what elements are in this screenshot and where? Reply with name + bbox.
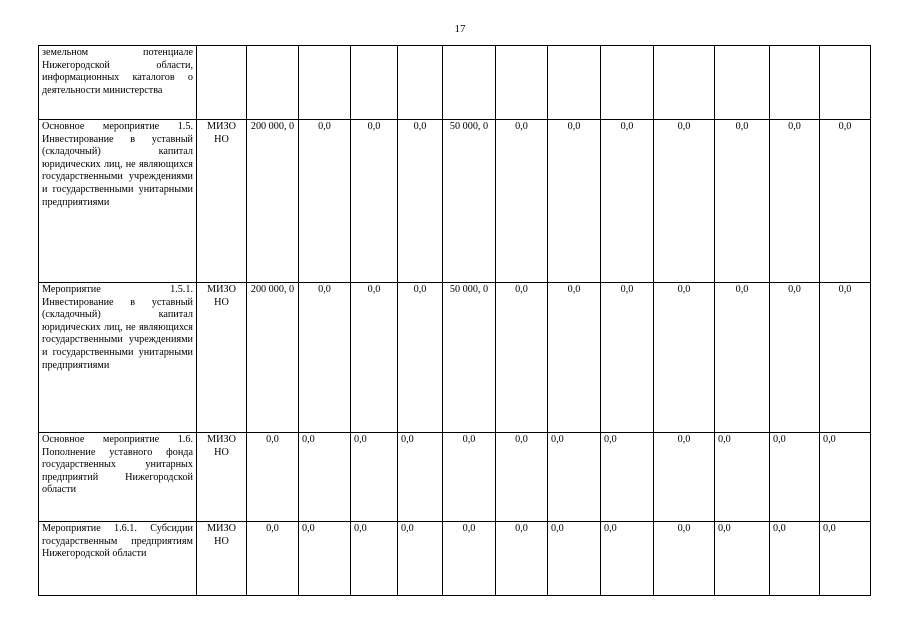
value-cell: 0,0 [715,522,770,596]
value-cell: 0,0 [820,120,871,283]
value-cell: 0,0 [247,522,299,596]
activity-name-cell: Основное мероприятие 1.5. Инвестирование в уставный (складочный) капитал юридических лиц, не являющихся государственными учреждениями и государственными унитарными предприятиями [39,120,197,283]
value-cell [247,46,299,120]
value-cell: 0,0 [299,120,351,283]
value-cell: 0,0 [398,522,443,596]
value-cell: 0,0 [496,283,548,433]
value-cell [770,46,820,120]
value-cell: 0,0 [443,433,496,522]
value-cell: 0,0 [820,522,871,596]
table-row [39,120,871,283]
executor-cell: МИЗО НО [197,283,247,433]
table-row [39,522,871,596]
value-cell: 0,0 [299,283,351,433]
executor-cell: МИЗО НО [197,433,247,522]
value-cell: 0,0 [496,522,548,596]
value-cell: 0,0 [601,433,654,522]
value-cell: 0,0 [601,283,654,433]
value-cell: 0,0 [770,522,820,596]
value-cell: 0,0 [715,120,770,283]
value-cell: 0,0 [654,433,715,522]
value-cell: 0,0 [715,433,770,522]
value-cell [601,46,654,120]
value-cell: 0,0 [351,120,398,283]
value-cell: 0,0 [548,522,601,596]
value-cell: 0,0 [496,433,548,522]
value-cell: 0,0 [601,120,654,283]
value-cell: 0,0 [654,283,715,433]
value-cell: 0,0 [654,120,715,283]
value-cell: 0,0 [654,522,715,596]
value-cell: 0,0 [299,433,351,522]
value-cell [548,46,601,120]
value-cell: 0,0 [601,522,654,596]
value-cell: 0,0 [496,120,548,283]
value-cell: 0,0 [820,433,871,522]
value-cell: 0,0 [770,283,820,433]
value-cell: 0,0 [299,522,351,596]
executor-cell [197,46,247,120]
value-cell: 200 000, 0 [247,283,299,433]
value-cell: 0,0 [820,283,871,433]
value-cell [715,46,770,120]
activity-name-cell: земельном потенциале Нижегородской области, информационных каталогов о деятельности министерства [39,46,197,120]
value-cell: 0,0 [398,433,443,522]
table-row [39,46,871,120]
page-number: 17 [454,23,466,35]
value-cell [496,46,548,120]
value-cell [351,46,398,120]
activity-name-cell: Основное мероприятие 1.6. Пополнение уставного фонда государственных унитарных предприятий Нижегородской области [39,433,197,522]
value-cell: 0,0 [398,120,443,283]
value-cell: 0,0 [351,522,398,596]
table-row [39,283,871,433]
table-row [39,433,871,522]
value-cell: 200 000, 0 [247,120,299,283]
executor-cell: МИЗО НО [197,522,247,596]
value-cell: 50 000, 0 [443,283,496,433]
value-cell: 0,0 [770,120,820,283]
value-cell [443,46,496,120]
value-cell: 0,0 [398,283,443,433]
value-cell [398,46,443,120]
executor-cell: МИЗО НО [197,120,247,283]
value-cell: 0,0 [351,283,398,433]
value-cell: 0,0 [548,120,601,283]
budget-table [38,45,871,596]
value-cell: 0,0 [351,433,398,522]
value-cell: 0,0 [770,433,820,522]
value-cell: 50 000, 0 [443,120,496,283]
activity-name-cell: Мероприятие 1.5.1. Инвестирование в уставный (складочный) капитал юридических лиц, не являющихся государственными учреждениями и государственными унитарными предприятиями [39,283,197,433]
value-cell: 0,0 [247,433,299,522]
value-cell [299,46,351,120]
value-cell: 0,0 [443,522,496,596]
value-cell [820,46,871,120]
value-cell: 0,0 [548,283,601,433]
value-cell: 0,0 [548,433,601,522]
value-cell [654,46,715,120]
activity-name-cell: Мероприятие 1.6.1. Субсидии государственным предприятиям Нижегородской области [39,522,197,596]
value-cell: 0,0 [715,283,770,433]
